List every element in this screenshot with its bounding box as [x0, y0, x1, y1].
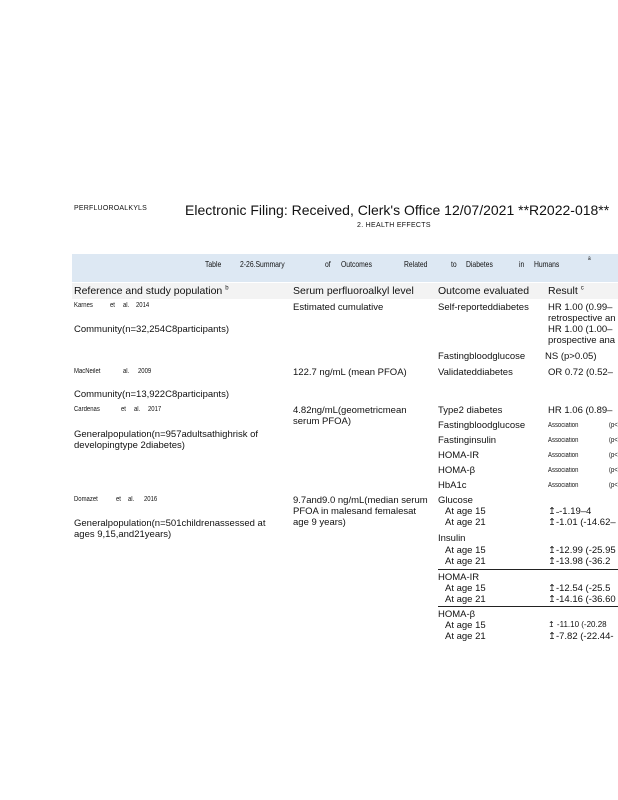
- outcome-age: At age 21: [445, 556, 486, 567]
- column-header-serum: Serum perfluoroalkyl level: [293, 285, 414, 297]
- outcome-group-label: HOMA-IR: [438, 572, 480, 583]
- study-author: MacNeilet: [74, 368, 101, 375]
- result-p: (p<: [609, 482, 618, 489]
- outcome-group-label: Glucose: [438, 495, 473, 506]
- caption-word: Outcomes: [341, 259, 372, 269]
- serum-level: 122.7 ng/mL (mean PFOA): [293, 367, 407, 378]
- study-al: al.: [123, 302, 130, 309]
- outcome-age: At age 21: [445, 594, 486, 605]
- result: OR 0.72 (0.52–: [548, 367, 613, 378]
- study-al: al.: [123, 368, 130, 375]
- outcome-age: At age 15: [445, 545, 486, 556]
- result-p: (p<: [609, 422, 618, 429]
- outcome: Self-reporteddiabetes: [438, 302, 529, 313]
- outcome: Type2 diabetes: [438, 405, 503, 416]
- column-header-reference: Reference and study population $^b$: [74, 285, 229, 297]
- study-etal: et: [121, 406, 126, 413]
- group-divider: [438, 569, 618, 570]
- serum-level: 9.7and9.0 ng/mL(median serum PFOA in malesand femalesat age 9 years): [293, 495, 428, 528]
- study-al: al.: [128, 496, 135, 503]
- result: HR 1.06 (0.89–: [548, 405, 613, 416]
- study-population: Generalpopulation(n=957adultsathighrisk of developingtype 2diabetes): [74, 429, 259, 451]
- result-p: (p<: [609, 452, 618, 459]
- result: ↥-14.16 (-36.60: [548, 594, 616, 605]
- caption-word: Related: [404, 259, 428, 269]
- caption-word: to: [451, 259, 457, 269]
- study-year: 2016: [144, 496, 158, 503]
- outcome-age: At age 15: [445, 583, 486, 594]
- caption-word: in: [519, 259, 525, 269]
- study-year: 2014: [136, 302, 150, 309]
- study-population: Generalpopulation(n=501childrenassessed at ages 9,15,and21years): [74, 518, 266, 540]
- caption-word: 2-26.Summary: [240, 259, 285, 269]
- outcome-age: At age 21: [445, 631, 486, 642]
- study-etal: et: [110, 302, 115, 309]
- filing-stamp-title: Electronic Filing: Received, Clerk's Office 12/07/2021 **R2022-018**: [185, 202, 610, 218]
- outcome: Fastingbloodglucose: [438, 351, 526, 362]
- serum-level: Estimated cumulative: [293, 302, 384, 313]
- result: ↥ -11.10 (-20.28: [548, 620, 607, 629]
- study-year: 2017: [148, 406, 162, 413]
- caption-word: Table: [205, 259, 222, 269]
- outcome: Validateddiabetes: [438, 367, 513, 378]
- outcome-group-label: Insulin: [438, 533, 466, 544]
- column-header-outcome: Outcome evaluated: [438, 285, 530, 297]
- result: NS (p>0.05): [545, 351, 597, 362]
- caption-word: Diabetes: [466, 259, 493, 269]
- study-year: 2009: [138, 368, 152, 375]
- study-etal: et: [116, 496, 121, 503]
- running-header-left: PERFLUOROALKYLS: [74, 205, 148, 212]
- result: HR 1.00 (1.00–: [548, 324, 613, 335]
- study-author: Karnes: [74, 302, 93, 309]
- outcome: HOMA-IR: [438, 450, 480, 461]
- section-title: 2. HEALTH EFFECTS: [357, 222, 431, 229]
- outcome-age: At age 15: [445, 620, 486, 631]
- outcome: Fastinginsulin: [438, 435, 497, 446]
- result: ↥-7.82 (-22.44-: [548, 631, 614, 642]
- outcome-group-label: HOMA-β: [438, 609, 476, 620]
- result: ↥-12.54 (-25.5: [548, 583, 611, 594]
- outcome: HbA1c: [438, 480, 467, 491]
- result: ↥-13.98 (-36.2: [548, 556, 611, 567]
- result: Association: [548, 422, 579, 429]
- result: ↥˗-1.19–4: [548, 506, 592, 517]
- result: HR 1.00 (0.99–: [548, 302, 613, 313]
- caption-footnote-mark: a: [588, 256, 591, 262]
- caption-word: of: [325, 259, 331, 269]
- caption-word: Humans: [534, 259, 560, 269]
- study-author: Domazet: [74, 496, 98, 503]
- result: Association: [548, 437, 579, 444]
- serum-level: 4.82ng/mL(geometricmean serum PFOA): [293, 405, 407, 427]
- outcome: HOMA-β: [438, 465, 476, 476]
- result-p: (p<: [609, 467, 618, 474]
- result: retrospective an: [548, 313, 616, 324]
- column-header-result: Result $^c$: [548, 285, 584, 297]
- result-p: (p<: [609, 437, 618, 444]
- study-population: Community(n=32,254C8participants): [74, 324, 229, 335]
- study-population: Community(n=13,922C8participants): [74, 389, 229, 400]
- result: Association: [548, 467, 579, 474]
- group-divider: [438, 606, 618, 607]
- result: Association: [548, 452, 579, 459]
- result: Association: [548, 482, 579, 489]
- outcome: Fastingbloodglucose: [438, 420, 526, 431]
- result: ↥-12.99 (-25.95: [548, 545, 616, 556]
- study-al: al.: [134, 406, 141, 413]
- outcome-age: At age 15: [445, 506, 486, 517]
- study-author: Cardenas: [74, 406, 100, 413]
- result: prospective ana: [548, 335, 616, 346]
- outcome-age: At age 21: [445, 517, 486, 528]
- result: ↥-1.01 (-14.62–: [548, 517, 616, 528]
